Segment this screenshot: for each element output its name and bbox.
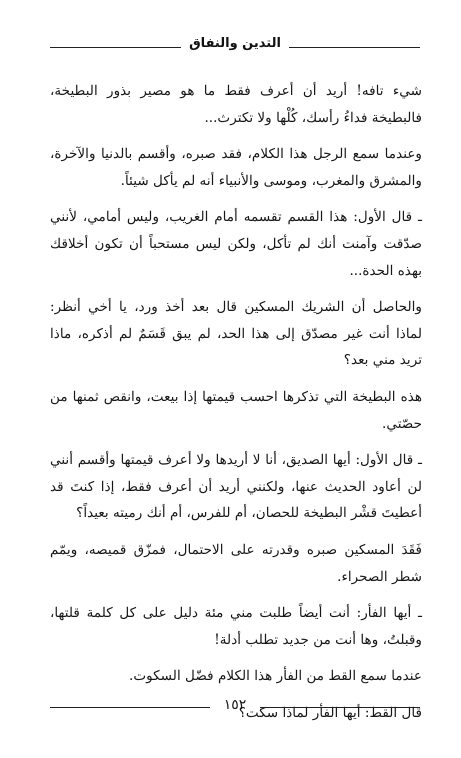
paragraph: هذه البطيخة التي تذكرها احسب قيمتها إذا بيعت، وانقص ثمنها من حصّتي.: [50, 388, 422, 432]
paragraph: والحاصل أن الشريك المسكين قال بعد أخذ ورد، يا أخي أنظر: لماذا أنت غير مصدّق إلى هذا الحد، لم يبق قَسَمٌ لم أذكره، ماذا تريد مني بعد؟: [50, 299, 422, 369]
footer-rule-left: [50, 707, 210, 708]
header-title: التدين والنفاق: [189, 35, 281, 51]
running-header: [50, 32, 420, 54]
paragraph: ـ قال الأول: هذا القسم تقسمه أمام الغريب، وليس أمامي، لأنني صدّقت وآمنت أنك لم تأكل، ولكن ليس مستحباً أن تكون أخلاقك بهذه الحدة...: [50, 209, 422, 279]
header-rule-left: [50, 47, 181, 48]
paragraph: فَقَدَ المسكين صبره وقدرته على الاحتمال، فمزّق قميصه، ويمّم شطر الصحراء.: [50, 541, 422, 585]
page-number: ١٥٢: [223, 697, 247, 713]
paragraph: عندما سمع القط من الفأر هذا الكلام فضّل السكوت.: [129, 668, 422, 685]
paragraph: ـ أيها الفأر: أنت أيضاً طلبت مني مئة دليل على كل كلمة قلتها، وقبلتُ، وها أنت من جديد تطلب أدلة!: [50, 605, 422, 648]
paragraph: وعندما سمع الرجل هذا الكلام، فقد صبره، وأقسم بالدنيا والآخرة، والمشرق والمغرب، وموسى والأنبياء أنه لم يأكل شيئاً.: [50, 146, 422, 189]
page-footer: [50, 694, 420, 716]
paragraph: شيء تافه! أريد أن أعرف فقط ما هو مصير بذور البطيخة، فالبطيخة فداءُ رأسك، كُلْها ولا تكترث...: [50, 83, 422, 126]
footer-rule-right: [260, 707, 420, 708]
paragraph: ـ قال الأول: أيها الصديق، أنا لا أريدها ولا أعرف قيمتها وأقسم أنني لن أعاود الحديث عنها، ولكنني أريد أن أعرف فقط، إذا كنتَ قد أعطيتَ قشْر البطيخة للحصان، أم للفرس، أم أنك رميته بعيداً؟: [50, 452, 422, 522]
body-text: [50, 78, 422, 736]
paragraph: قال القط: أيها الفأر لماذا سكت؟: [238, 704, 422, 721]
header-rule-right: [289, 47, 420, 48]
